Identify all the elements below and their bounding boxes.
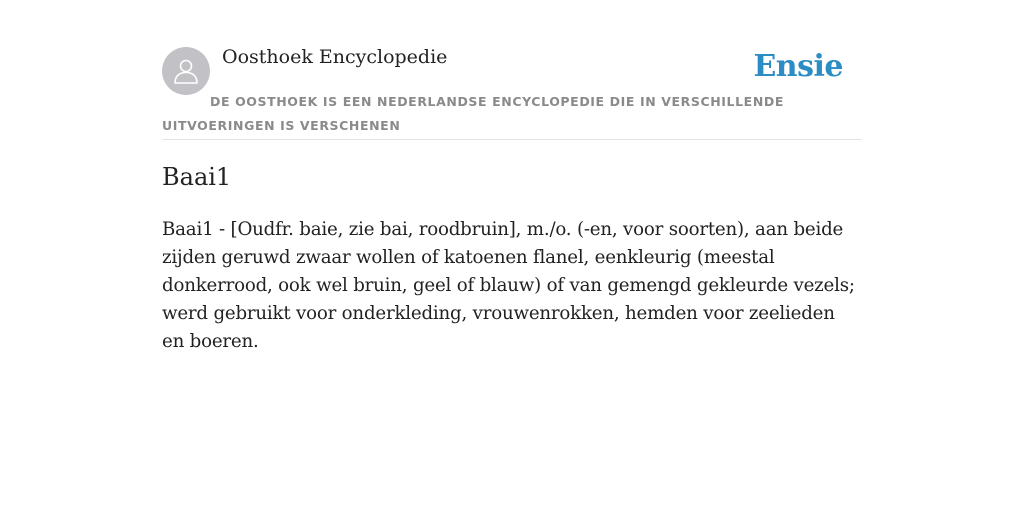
article-body: Baai1 - [Oudfr. baie, zie bai, roodbruin], m./o. (-en, voor soorten), aan beide zijden geruwd zwaar wollen of katoenen flanel, eenkleurig (meestal donkerrood, ook wel bruin, geel of blauw) of van gemengd gekleurde vezels; werd gebruikt voor onderkleding, vrouwenrokken, hemden voor zeelieden en boeren. [162,219,855,352]
source-avatar[interactable] [162,47,210,95]
user-icon [171,56,201,86]
main-container [162,44,862,352]
source-description: DE OOSTHOEK IS EEN NEDERLANDSE ENCYCLOPEDIE DIE IN VERSCHILLENDE UITVOERINGEN IS VERSCHENEN [162,94,784,133]
article-title: Baai1 [162,163,232,191]
source-name[interactable]: Oosthoek Encyclopedie [222,46,448,68]
source-header [162,44,862,140]
brand-logo[interactable]: Ensie [753,49,843,84]
